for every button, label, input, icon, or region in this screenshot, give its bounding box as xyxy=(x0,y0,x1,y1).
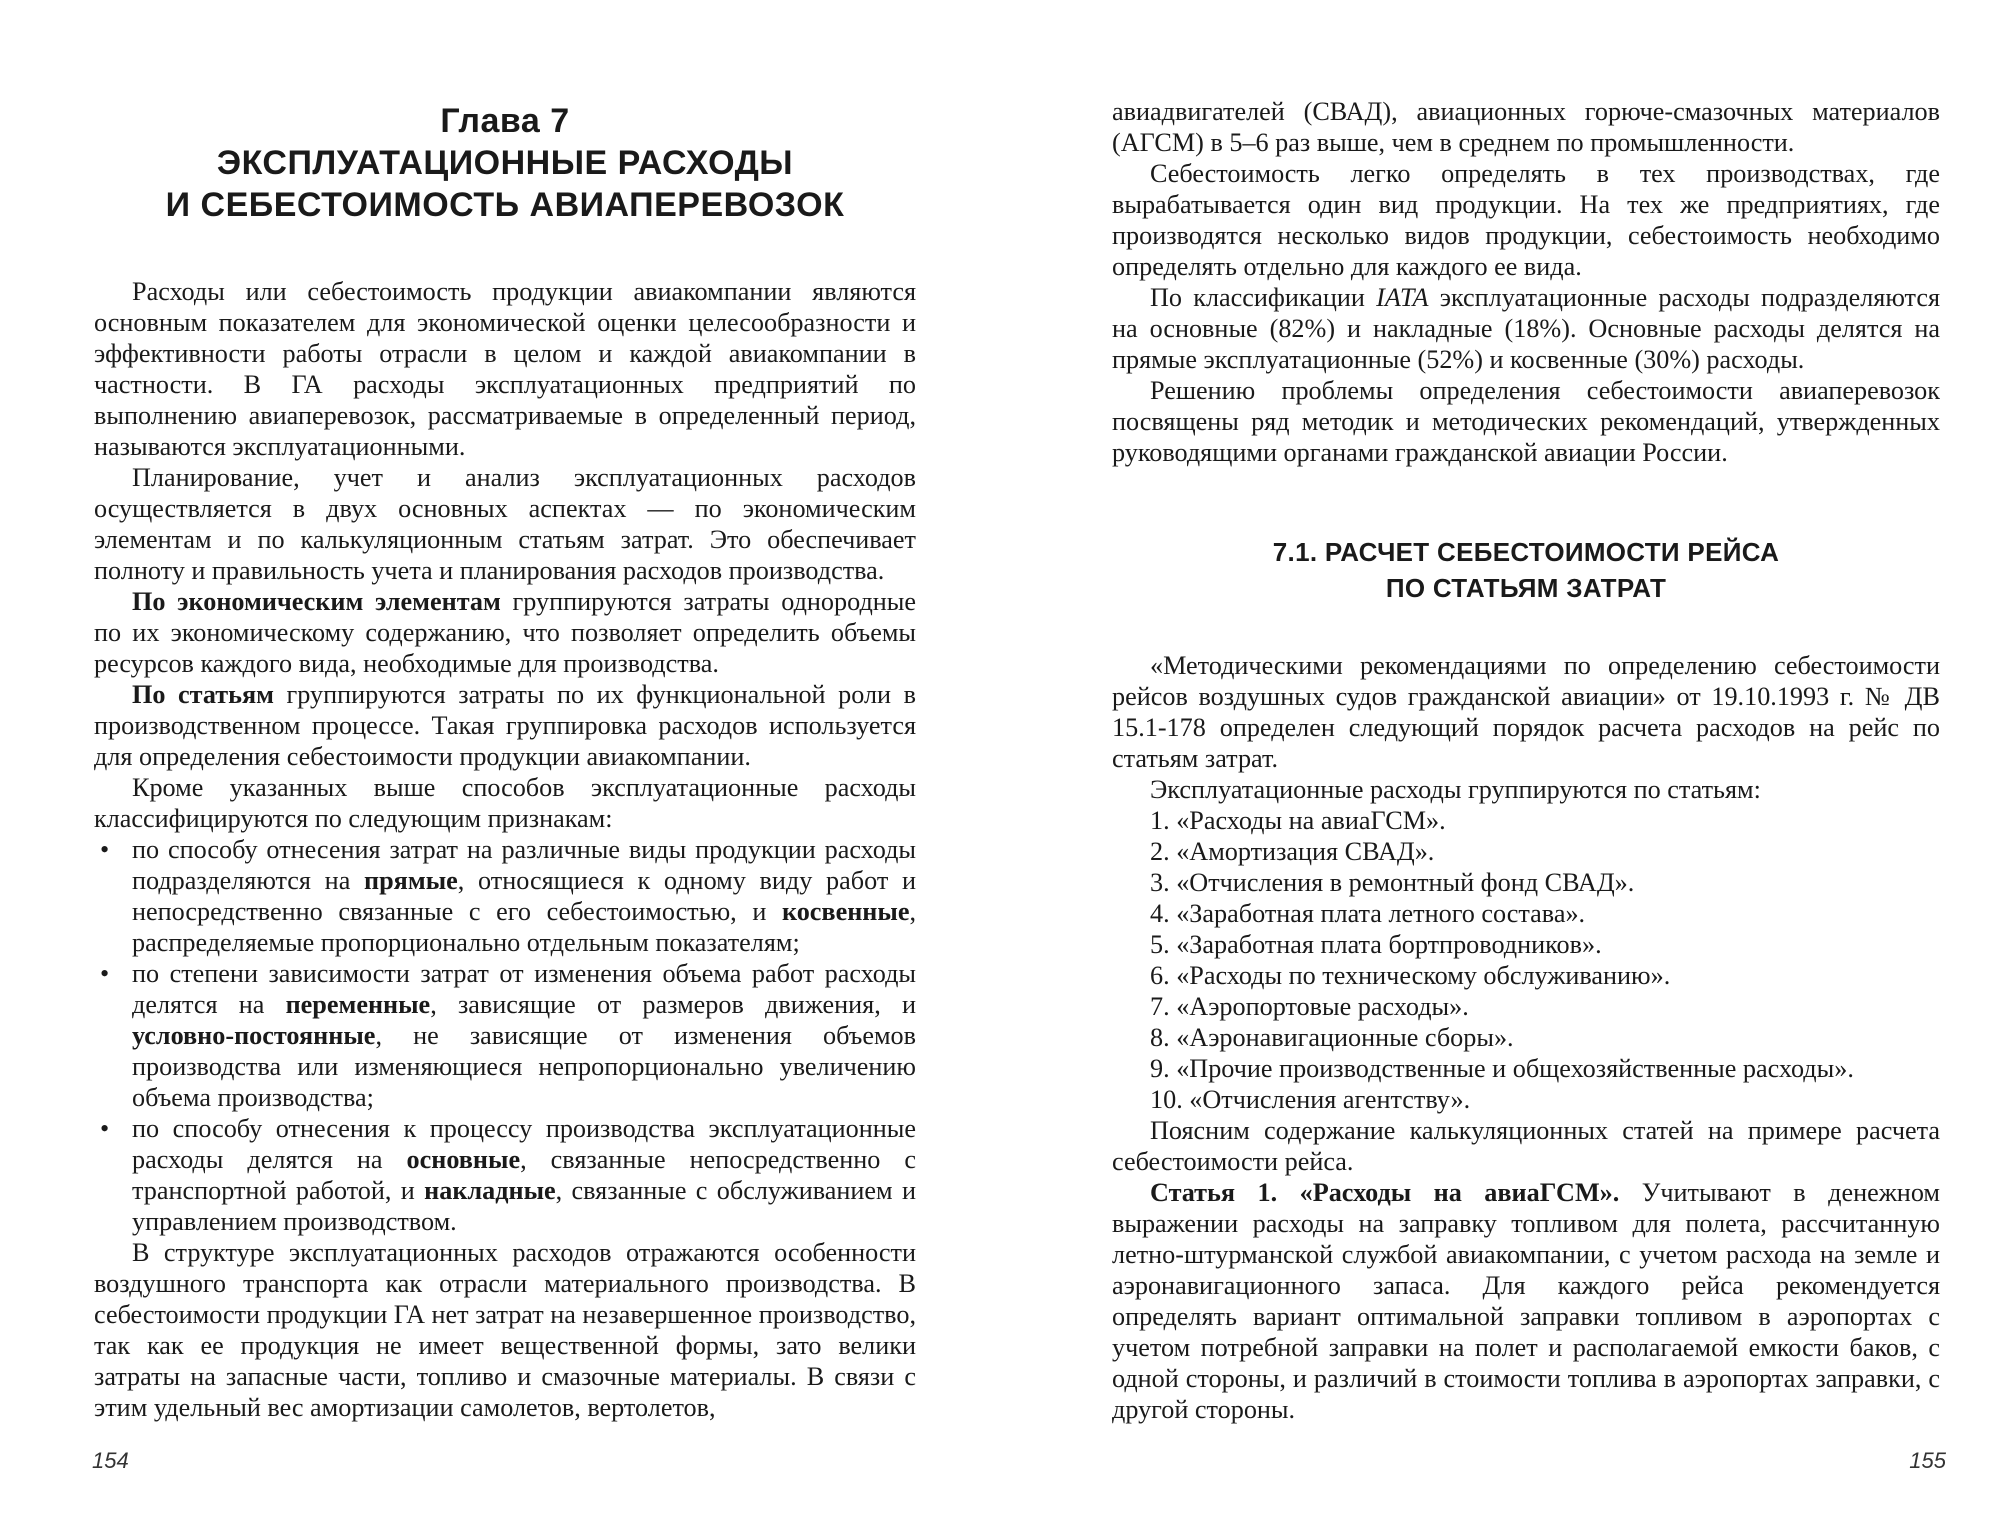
bold-term: прямые xyxy=(364,866,458,895)
bullet-icon: • xyxy=(100,959,110,988)
bold-term: Статья 1. «Расходы на авиаГСМ». xyxy=(1150,1178,1620,1207)
list-item: 8. «Аэронавигационные сборы». xyxy=(1150,1023,1514,1052)
paragraph xyxy=(94,586,916,679)
page-number: 154 xyxy=(92,1448,129,1473)
list-item-text: , связанные непосредственно с транспортной работой, и xyxy=(132,1145,916,1205)
paragraph: Решению проблемы определения себестоимости авиаперевозок посвящены ряд методик и методических рекомендаций, утвержденных руководящими органами гражданской авиации России. xyxy=(1112,376,1940,467)
paragraph: Себестоимость легко определять в тех производствах, где вырабатывается один вид продукции. На тех же предприятиях, где производятся несколько видов продукции, себестоимость необходимо определять отдельно для каждого ее вида. xyxy=(1112,159,1940,281)
paragraph-text: группируются затраты однородные по их экономическому содержанию, что позволяет определить объемы ресурсов каждого вида, необходимые для производства. xyxy=(94,587,917,678)
bold-term: основные xyxy=(406,1145,521,1174)
page-number: 155 xyxy=(1909,1448,1946,1473)
chapter-title-line-2: И СЕБЕСТОИМОСТЬ АВИАПЕРЕВОЗОК xyxy=(165,186,845,224)
paragraph-continuation: авиадвигателей (СВАД), авиационных горюче-смазочных материалов (АГСМ) в 5–6 раз выше, чем в среднем по промышленности. xyxy=(1112,97,1940,157)
list-item: 1. «Расходы на авиаГСМ». xyxy=(1150,806,1446,835)
list-item xyxy=(94,1113,916,1237)
paragraph-text: эксплуатационные расходы подразделяются на основные (82%) и накладные (18%). Основные расходы делятся на прямые эксплуатационные (52%) и косвенные (30%) расходы. xyxy=(1112,283,1940,374)
section-title-line-1: 7.1. РАСЧЕТ СЕБЕСТОИМОСТИ РЕЙСА xyxy=(1272,537,1780,567)
chapter-title-line-1: ЭКСПЛУАТАЦИОННЫЕ РАСХОДЫ xyxy=(216,144,794,182)
list-item-text: по способу отнесения затрат на различные виды продукции расходы подразделяются на xyxy=(132,835,916,895)
list-item: 5. «Заработная плата бортпроводников». xyxy=(1150,930,1602,959)
list-item-text: , связанные с обслуживанием и управлением производством. xyxy=(132,1176,916,1236)
list-item-text: , не зависящие от изменения объемов производства или изменяющиеся непропорционально увеличению объема производства; xyxy=(132,1021,916,1112)
section-title-line-2: ПО СТАТЬЯМ ЗАТРАТ xyxy=(1385,573,1667,603)
right-page-text xyxy=(1112,96,1940,1425)
list-item-text: по степени зависимости затрат от изменения объема работ расходы делятся на xyxy=(132,959,916,1019)
chapter-label: Глава 7 xyxy=(440,102,570,140)
bullet-icon: • xyxy=(100,1114,110,1143)
list-item xyxy=(94,958,916,1113)
paragraph-text: Учитывают в денежном выражении расходы на заправку топливом для полета, рассчитанную летно-штурманской службой авиакомпании, с учетом расхода на земле и аэронавигационного запаса. Для каждого рейса рекомендуется определять вариант оптимальной заправки топливом в аэропортах с учетом потребной заправки на полет и располагаемой емкости баков, с одной стороны, и различий в стоимости топлива в аэропортах заправки, с другой стороны. xyxy=(1112,1178,1940,1424)
bullet-icon: • xyxy=(100,835,110,864)
articles-list xyxy=(1112,805,1940,1115)
bold-term: накладные xyxy=(424,1176,556,1205)
paragraph: Поясним содержание калькуляционных статей на примере расчета себестоимости рейса. xyxy=(1112,1116,1940,1176)
list-item: 3. «Отчисления в ремонтный фонд СВАД». xyxy=(1150,868,1635,897)
paragraph xyxy=(1112,1177,1940,1425)
paragraph: В структуре эксплуатационных расходов отражаются особенности воздушного транспорта как отрасли материального производства. В себестоимости продукции ГА нет затрат на незавершенное производство, так как ее продукция не имеет вещественной формы, зато велики затраты на запасные части, топливо и смазочные материалы. В связи с этим удельный вес амортизации самолетов, вертолетов, xyxy=(94,1238,916,1422)
paragraph xyxy=(94,679,916,772)
list-item xyxy=(94,834,916,958)
list-item: 9. «Прочие производственные и общехозяйственные расходы». xyxy=(1150,1054,1854,1083)
bold-term: переменные xyxy=(285,990,431,1019)
classification-list xyxy=(94,834,916,1237)
paragraph: Планирование, учет и анализ эксплуатационных расходов осуществляется в двух основных аспектах — по экономическим элементам и по калькуляционным статьям затрат. Это обеспечивает полноту и правильность учета и планирования расходов производства. xyxy=(94,463,916,585)
section-heading xyxy=(1112,534,1940,606)
left-page-text xyxy=(94,100,916,1423)
paragraph: Кроме указанных выше способов эксплуатационные расходы классифицируются по следующим признакам: xyxy=(94,773,916,833)
italic-term: IATA xyxy=(1376,283,1429,312)
list-item: 10. «Отчисления агентству». xyxy=(1150,1085,1471,1114)
list-item-text: по способу отнесения к процессу производства эксплуатационные расходы делятся на xyxy=(132,1114,916,1174)
list-item-text: , распределяемые пропорционально отдельным показателям; xyxy=(132,897,916,957)
paragraph-text: группируются затраты по их функциональной роли в производственном процессе. Такая группировка расходов используется для определения себестоимости продукции авиакомпании. xyxy=(94,680,917,771)
list-item: 7. «Аэропортовые расходы». xyxy=(1150,992,1469,1021)
list-item-text: , относящиеся к одному виду работ и непосредственно связанные с его себестоимостью, и xyxy=(132,866,916,926)
paragraph: «Методическими рекомендациями по определению себестоимости рейсов воздушных судов гражданской авиации» от 19.10.1993 г. № ДВ 15.1-178 определен следующий порядок расчета расходов на рейс по статьям затрат. xyxy=(1112,651,1940,773)
right-page xyxy=(1000,0,2000,1534)
bold-term: условно-постоянные xyxy=(132,1021,376,1050)
list-item-text: , зависящие от размеров движения, и xyxy=(430,990,916,1019)
list-item: 2. «Амортизация СВАД». xyxy=(1150,837,1435,866)
chapter-heading xyxy=(94,100,916,226)
list-item: 6. «Расходы по техническому обслуживанию». xyxy=(1150,961,1671,990)
paragraph-text: По классификации xyxy=(1150,283,1377,312)
bold-term: косвенные xyxy=(781,897,910,926)
bold-term: По статьям xyxy=(132,680,274,709)
bold-term: По экономическим элементам xyxy=(132,587,501,616)
paragraph xyxy=(1112,282,1940,375)
paragraph: Эксплуатационные расходы группируются по статьям: xyxy=(1150,775,1761,804)
paragraph: Расходы или себестоимость продукции авиакомпании являются основным показателем для экономической оценки целесообразности и эффективности работы отрасли в целом и каждой авиакомпании в частности. В ГА расходы эксплуатационных предприятий по выполнению авиаперевозок, рассматриваемые в определенный период, называются эксплуатационными. xyxy=(94,277,916,461)
list-item: 4. «Заработная плата летного состава». xyxy=(1150,899,1586,928)
